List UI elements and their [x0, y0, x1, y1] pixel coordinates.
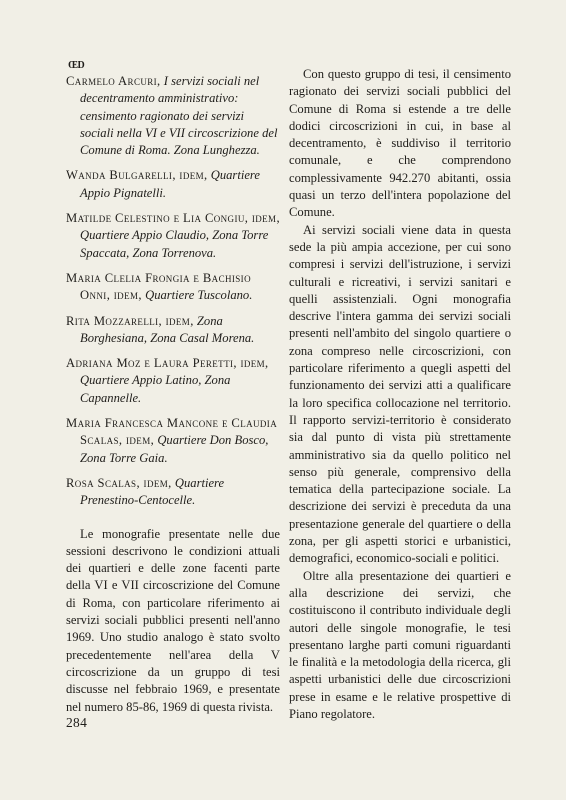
thesis-entry [66, 313, 280, 348]
thesis-entry [66, 167, 280, 202]
right-column [289, 66, 511, 723]
entry-title: Zona Borghesiana, Zona Casal Morena. [80, 313, 255, 345]
thesis-entry [66, 415, 280, 467]
thesis-entry [66, 355, 280, 407]
thesis-list [66, 73, 280, 510]
entry-title: Quartiere Don Bosco, Zona Torre Gaia. [80, 433, 269, 465]
entry-authors: Maria Clelia Frongia e Bachisio Onni, idem, [66, 270, 251, 303]
thesis-entry [66, 270, 280, 305]
entry-title: Quartiere Tuscolano. [145, 288, 253, 303]
entry-title: Quartiere Prenestino-Centocelle. [80, 475, 225, 508]
entry-authors: Carmelo Arcuri, [66, 74, 161, 88]
entry-title: Quartiere Appio Pignatelli. [80, 168, 260, 200]
entry-title: Quartiere Appio Latino, Zona Capannelle. [80, 373, 231, 405]
entry-authors: Wanda Bulgarelli, idem, [66, 168, 208, 183]
thesis-entry [66, 475, 280, 510]
right-paragraph-2: Ai servizi sociali viene data in questa sede la più ampia accezione, per cui sono compresi i servizi dell'istruzione, i servizi culturali e ricreativi, i servizi sanitari e quelli assistenziali. Ogni monografia descrive l'intera gamma dei servizi sociali presenti nell'ambito del singolo quartiere o zona compreso nelle circoscrizioni, con particolare riferimento a quegli aspetti del funzionamento dei servizi atti a qualificare la loro specifica collocazione nel territorio. Il rapporto servizi-territorio è considerato sia dal punto di vista più strettamente amministrativo sia da quello politico nel senso più generale, comprensivo della tematica della partecipazione sociale. La descrizione dei servizi è preceduta da una presentazione generale del quartiere o della zona, per gli aspetti storici e urbanistici, demografici, economico-sociali e politici. [289, 222, 511, 566]
entry-authors: Matilde Celestino e Lia Congiu, idem, [66, 211, 280, 226]
thesis-entry [66, 73, 280, 159]
entry-authors: Maria Francesca Mancone e Claudia Scalas, idem, [66, 416, 278, 448]
entry-title: Quartiere Appio Claudio, Zona Torre Spaccata, Zona Torrenova. [80, 228, 269, 260]
left-column [66, 73, 280, 716]
entry-title: I servizi sociali nel decentramento amministrativo: censimento ragionato dei servizi sociali nella VI e VII circoscrizione del Comune di Roma. Zona Lunghezza. [80, 74, 278, 158]
thesis-entry [66, 210, 280, 262]
publisher-mark: ŒD [68, 60, 85, 71]
page-number: 284 [66, 715, 88, 730]
entry-authors: Rosa Scalas, idem, [66, 475, 172, 490]
entry-authors: Rita Mozzarelli, idem, [66, 313, 194, 328]
entry-authors: Adriana Moz e Laura Peretti, idem, [66, 356, 269, 371]
right-paragraph-3: Oltre alla presentazione dei quartieri e alla descrizione dei servizi, che costituiscono il contributo individuale degli autori delle singole monografie, le tesi presentano larghe parti comuni riguardanti le finalità e la metodologia della ricerca, gli aspetti urbanistici delle due circoscrizioni prese in esame e le relative prospettive di Piano regolatore. [289, 568, 511, 721]
left-paragraph: Le monografie presentate nelle due sessioni descrivono le condizioni attuali dei quartieri e delle zone facenti parte della VI e VII circoscrizione del Comune di Roma, con particolare riferimento ai servizi sociali pubblici presenti nell'anno 1969. Uno studio analogo è stato svolto precedentemente nell'area della V circoscrizione da un gruppo di tesi discusse nel febbraio 1969, e presentate nel numero 85-86, 1969 di questa rivista. [66, 526, 280, 714]
right-paragraph-1: Con questo gruppo di tesi, il censimento ragionato dei servizi sociali pubblici del Comune di Roma si estende a tre delle dodici circoscrizioni in cui, in base al decentramento, è suddiviso il territorio comunale, e che comprendono complessivamente 942.270 abitanti, ossia quasi un terzo dell'intera popolazione del Comune. [289, 67, 511, 220]
